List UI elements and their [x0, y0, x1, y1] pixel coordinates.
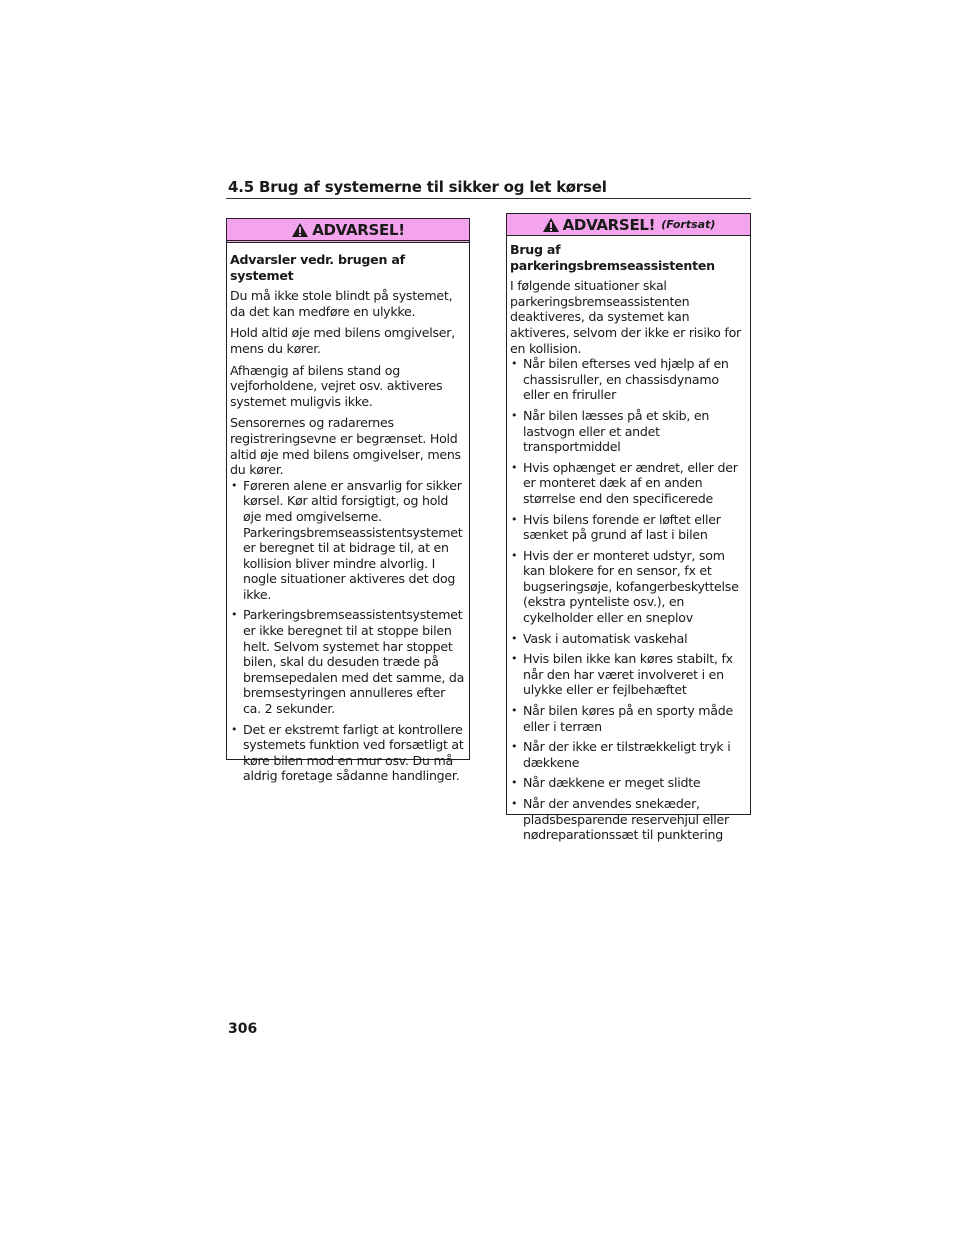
list-item: • Når der ikke er tilstrækkeligt tryk i dækkene [510, 739, 746, 770]
paragraph: Afhængig af bilens stand og vejforholdene, vejret osv. aktiveres systemet muligvis ikke. [230, 362, 443, 409]
section-title: 4.5 Brug af systemerne til sikker og let kørsel [228, 178, 607, 196]
warning-triangle-icon [542, 217, 560, 233]
list-item: • Hvis bilen ikke kan køres stabilt, fx når den har været involveret i en ulykke eller er fejlbehæftet [510, 651, 746, 698]
list-item: • Når bilen efterses ved hjælp af en chassisruller, en chassisdynamo eller en friruller [510, 356, 746, 403]
warning-heading: Brug af parkeringsbremseassistenten [510, 242, 715, 273]
paragraph: Sensorernes og radarernes registreringsevne er begrænset. Hold altid øje med bilens omgivelser, mens du kører. [230, 415, 461, 478]
paragraph: Hold altid øje med bilens omgivelser, mens du kører. [230, 325, 455, 356]
list-item: • Hvis der er monteret udstyr, som kan blokere for en sensor, fx et bugseringsøje, kofangerbeskyttelse (ekstra pynteliste osv.), en cykelholder eller en sneplov [510, 548, 746, 626]
paragraph: Du må ikke stole blindt på systemet, da det kan medføre en ulykke. [230, 288, 453, 319]
warning-title: ADVARSEL! [312, 220, 405, 239]
paragraph: I følgende situationer skal parkeringsbremseassistenten deaktiveres, da systemet kan aktiveres, selvom der ikke er risiko for en kollision. [510, 278, 741, 356]
warning-heading: Advarsler vedr. brugen af systemet [230, 252, 405, 283]
list-item: • Vask i automatisk vaskehal [510, 631, 746, 647]
list-item: • Når dækkene er meget slidte [510, 775, 746, 791]
warning-content [507, 236, 750, 843]
list-item: • Parkeringsbremseassistentsystemet er ikke beregnet til at stoppe bilen helt. Selvom systemet har stoppet bilen, skal du desuden træde på bremsepedalen med det samme, da bremsestyringen annulleres efter ca. 2 sekunder. [230, 607, 465, 716]
page-number: 306 [228, 1021, 258, 1037]
continued-label: (Fortsat) [661, 218, 716, 231]
list-item: • Hvis bilens forende er løftet eller sænket på grund af last i bilen [510, 512, 746, 543]
section-divider [226, 198, 751, 199]
bullet-list [510, 356, 746, 843]
warning-box-left [226, 218, 470, 784]
list-item: • Når bilen køres på en sporty måde eller i terræn [510, 703, 746, 734]
warning-content [227, 243, 469, 784]
list-item: • Når der anvendes snekæder, pladsbesparende reservehjul eller nødreparationssæt til punktering [510, 796, 746, 843]
warning-header [227, 219, 469, 243]
list-item: • Når bilen læsses på et skib, en lastvogn eller et andet transportmiddel [510, 408, 746, 455]
warning-box-right [506, 213, 751, 843]
warning-title: ADVARSEL! [562, 215, 656, 234]
warning-triangle-icon [291, 222, 309, 238]
bullet-list [230, 478, 465, 784]
warning-header [507, 214, 750, 236]
list-item: • Det er ekstremt farligt at kontrollere systemets funktion ved forsætligt at køre bilen mod en mur osv. Du må aldrig foretage sådanne handlinger. [230, 722, 465, 784]
list-item: • Hvis ophænget er ændret, eller der er monteret dæk af en anden størrelse end den specificerede [510, 460, 746, 507]
list-item: • Føreren alene er ansvarlig for sikker kørsel. Kør altid forsigtigt, og hold øje med omgivelserne. Parkeringsbremseassistentsystemet er beregnet til at bidrage til, at en kollision bliver mindre alvorlig. I nogle situationer aktiveres det dog ikke. [230, 478, 465, 603]
